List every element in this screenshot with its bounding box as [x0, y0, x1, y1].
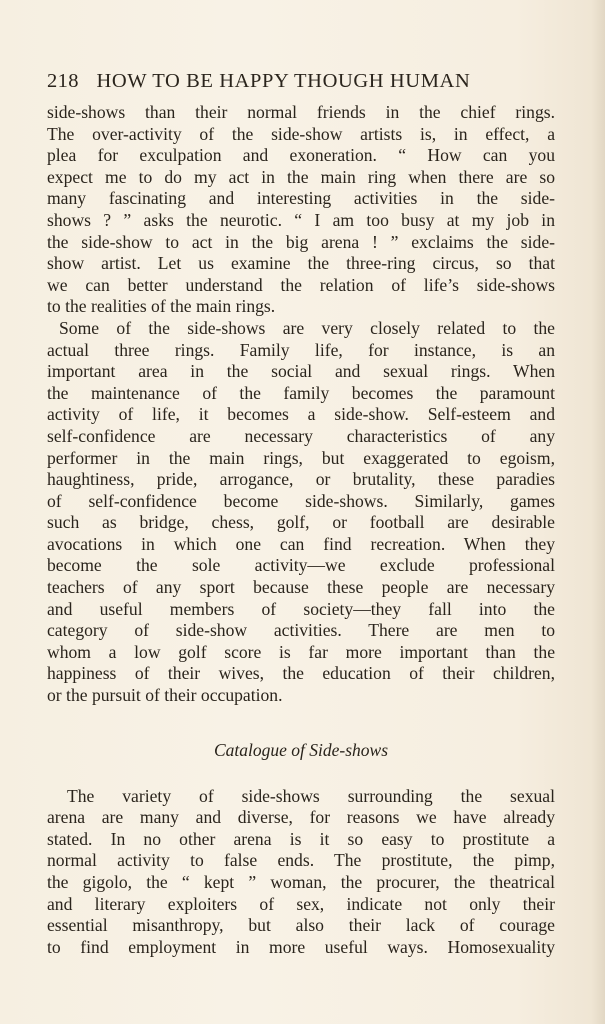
text-line: important area in the social and sexual rings. When: [47, 361, 555, 382]
text-line: Some of the side-shows are very closely related to the: [59, 317, 555, 338]
text-line: become the sole activity—we exclude professional: [47, 555, 555, 576]
text-line: actual three rings. Family life, for instance, is an: [47, 339, 555, 360]
text-line: The over-activity of the side-show artists is, in effect, a: [47, 123, 555, 144]
text-line: essential misanthropy, but also their lack of courage: [47, 915, 555, 936]
page-body: [47, 102, 555, 958]
text-line: we can better understand the relation of life’s side-shows: [47, 274, 555, 295]
text-line: happiness of their wives, the education of their children,: [47, 663, 555, 684]
text-line: expect me to do my act in the main ring when there are so: [47, 166, 555, 187]
running-title: HOW TO BE HAPPY THOUGH HUMAN: [96, 70, 471, 92]
text-line: the side-show to act in the big arena ! ” exclaims the side-: [47, 231, 555, 252]
text-line: activity of life, it becomes a side-show. Self-esteem and: [47, 404, 555, 425]
text-line: avocations in which one can find recreation. When they: [47, 533, 555, 554]
text-line: arena are many and diverse, for reasons we have already: [47, 807, 555, 828]
text-line: or the pursuit of their occupation.: [47, 685, 283, 706]
text-line: such as bridge, chess, golf, or football are desirable: [47, 512, 555, 533]
text-line: teachers of any sport because these people are necessary: [47, 577, 555, 598]
text-line: plea for exculpation and exoneration. “ How can you: [47, 145, 555, 166]
text-line: The variety of side-shows surrounding the sexual: [67, 785, 555, 806]
paragraph-1: [47, 102, 555, 318]
text-line: and literary exploiters of sex, indicate not only their: [47, 893, 555, 914]
text-line: stated. In no other arena is it so easy to prostitute a: [47, 828, 555, 849]
text-line: show artist. Let us examine the three-ring circus, so that: [47, 253, 555, 274]
text-line: self-confidence are necessary characteristics of any: [47, 425, 555, 446]
text-line: the gigolo, the “ kept ” woman, the procurer, the theatrical: [47, 872, 555, 892]
running-header: [47, 70, 557, 98]
text-line: performer in the main rings, but exaggerated to egoism,: [47, 447, 555, 468]
text-line: haughtiness, pride, arrogance, or brutality, these paradies: [47, 469, 555, 490]
text-line: normal activity to false ends. The prostitute, the pimp,: [47, 850, 555, 871]
text-line: category of side-show activities. There are men to: [47, 620, 555, 641]
text-line: side-shows than their normal friends in the chief rings.: [47, 102, 555, 122]
text-line: many fascinating and interesting activities in the side-: [47, 188, 555, 209]
text-line: whom a low golf score is far more important than the: [47, 641, 555, 662]
paragraph-2: [47, 318, 555, 707]
text-line: the maintenance of the family becomes the paramount: [47, 382, 555, 403]
section-heading: Catalogue of Side-shows: [213, 739, 389, 760]
page-number: 218: [47, 70, 79, 92]
page-edge-shadow: [591, 0, 605, 1024]
text-line: to the realities of the main rings.: [47, 296, 276, 317]
text-line: shows ? ” asks the neurotic. “ I am too busy at my job in: [47, 209, 555, 230]
paragraph-3: [47, 786, 555, 959]
text-line: to find employment in more useful ways. Homosexuality: [47, 936, 555, 957]
text-line: of self-confidence become side-shows. Similarly, games: [47, 490, 555, 511]
text-line: and useful members of society—they fall into the: [47, 598, 555, 619]
